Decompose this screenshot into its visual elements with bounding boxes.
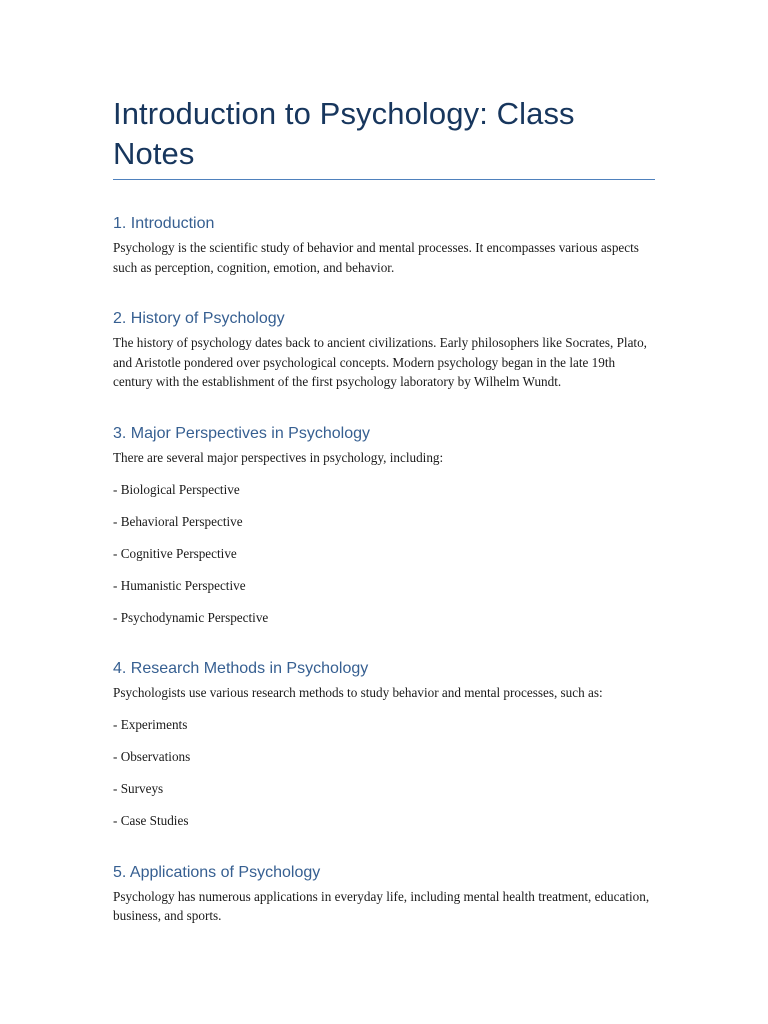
section-research-methods [113, 659, 655, 831]
document-title: Introduction to Psychology: Class Notes [113, 94, 655, 180]
list-item: - Behavioral Perspective [113, 513, 243, 529]
section-heading: 5. Applications of Psychology [113, 863, 321, 881]
section-paragraph: Psychologists use various research methods to study behavior and mental processes, such as: [113, 685, 603, 700]
list-item: - Case Studies [113, 813, 189, 828]
section-paragraph: Psychology has numerous applications in everyday life, including mental health treatment, education, business, and sports. [113, 888, 650, 923]
section-paragraph: The history of psychology dates back to ancient civilizations. Early philosophers like Socrates, Plato, and Aristotle pondered over psychological concepts. Modern psychology began in the late 19th century with the establishment of the first psychology laboratory by Wilhelm Wundt. [113, 335, 647, 389]
list-item: - Observations [113, 749, 191, 764]
list-item: - Biological Perspective [113, 481, 240, 497]
document-body [113, 94, 655, 926]
section-paragraph: Psychology is the scientific study of behavior and mental processes. It encompasses various aspects such as perception, cognition, emotion, and behavior. [113, 240, 639, 275]
section-heading: 2. History of Psychology [113, 310, 285, 327]
section-major-perspectives [113, 424, 655, 628]
section-paragraph: There are several major perspectives in psychology, including: [113, 449, 444, 465]
list-item: - Experiments [113, 717, 188, 732]
section-introduction [113, 214, 655, 277]
list-item: - Cognitive Perspective [113, 545, 237, 561]
section-applications [113, 863, 655, 926]
section-heading: 1. Introduction [113, 215, 215, 232]
list-item: - Humanistic Perspective [113, 577, 246, 593]
list-item: - Psychodynamic Perspective [113, 609, 269, 625]
list-item: - Surveys [113, 781, 164, 796]
section-heading: 3. Major Perspectives in Psychology [113, 424, 370, 442]
section-heading: 4. Research Methods in Psychology [113, 660, 369, 677]
section-history [113, 309, 655, 392]
